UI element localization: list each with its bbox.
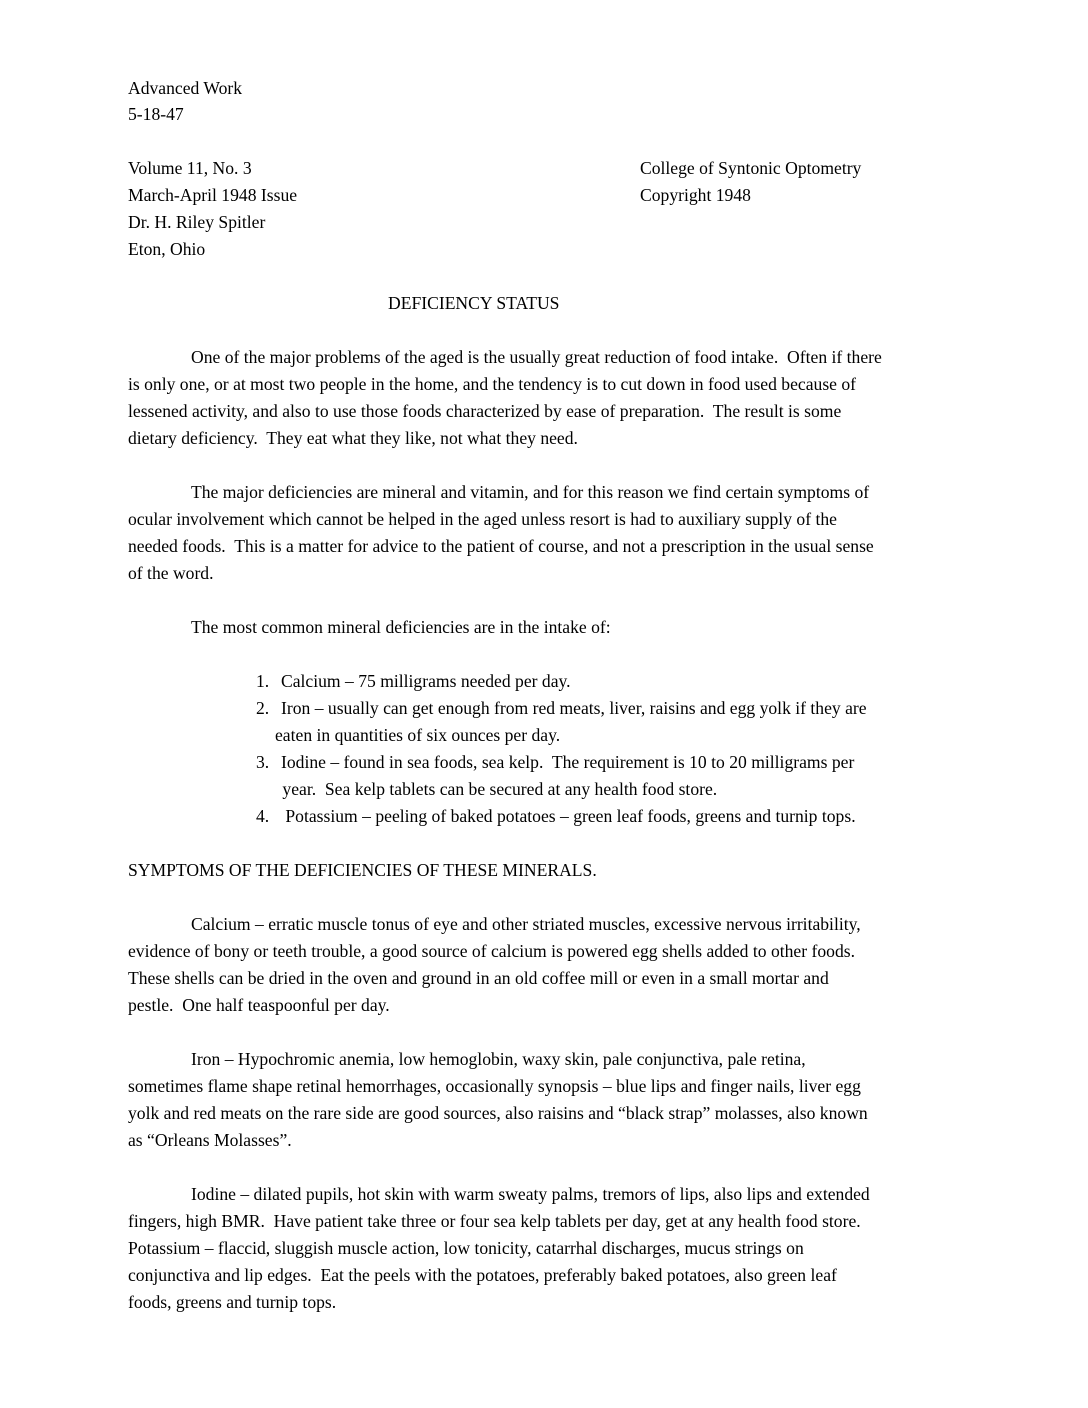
potassium-symptoms-line: Potassium – flaccid, sluggish muscle action, low tonicity, catarrhal discharges, mucus strings on <box>128 1238 804 1258</box>
iodine-symptoms-line: Iodine – dilated pupils, hot skin with warm sweaty palms, tremors of lips, also lips and extended <box>191 1184 870 1204</box>
list-item-iodine-cont: year. Sea kelp tablets can be secured at any health food store. <box>278 779 718 799</box>
iron-symptoms-line: yolk and red meats on the rare side are good sources, also raisins and “black strap” molasses, also known <box>128 1103 868 1123</box>
author-name: Dr. H. Riley Spitler <box>128 212 266 232</box>
iron-symptoms-line: Iron – Hypochromic anemia, low hemoglobin, waxy skin, pale conjunctiva, pale retina, <box>191 1049 806 1069</box>
volume-number: Volume 11, No. 3 <box>128 158 252 178</box>
list-item-iodine: Iodine – found in sea foods, sea kelp. The requirement is 10 to 20 milligrams per <box>281 752 855 772</box>
paragraph-1-line: is only one, or at most two people in the home, and the tendency is to cut down in food used because of <box>128 374 857 394</box>
document-date: 5-18-47 <box>128 104 184 124</box>
calcium-symptoms-line: evidence of bony or teeth trouble, a good source of calcium is powered egg shells added to other foods. <box>128 941 855 961</box>
symptoms-heading: SYMPTOMS OF THE DEFICIENCIES OF THESE MINERALS. <box>128 860 597 880</box>
list-item-iron: Iron – usually can get enough from red meats, liver, raisins and egg yolk if they are <box>281 698 867 718</box>
list-item-iron-cont: eaten in quantities of six ounces per day. <box>275 725 561 745</box>
copyright-notice: Copyright 1948 <box>640 185 751 205</box>
iron-symptoms-line: sometimes flame shape retinal hemorrhages, occasionally synopsis – blue lips and finger nails, liver egg <box>128 1076 861 1096</box>
author-location: Eton, Ohio <box>128 239 206 259</box>
paragraph-2-line: The major deficiencies are mineral and vitamin, and for this reason we find certain symptoms of <box>191 482 870 502</box>
list-number: 3. <box>256 752 270 772</box>
document-title: DEFICIENCY STATUS <box>388 293 560 313</box>
paragraph-2-line: ocular involvement which cannot be helped in the aged unless resort is had to auxiliary supply of the <box>128 509 837 529</box>
list-number: 1. <box>256 671 270 691</box>
paragraph-1-line: One of the major problems of the aged is the usually great reduction of food intake. Often if there <box>191 347 882 367</box>
list-item-potassium: Potassium – peeling of baked potatoes – green leaf foods, greens and turnip tops. <box>281 806 856 826</box>
paragraph-2-line: needed foods. This is a matter for advice to the patient of course, and not a prescription in the usual sense <box>128 536 874 556</box>
iodine-symptoms-line: fingers, high BMR. Have patient take three or four sea kelp tablets per day, get at any health food store. <box>128 1211 861 1231</box>
list-intro: The most common mineral deficiencies are in the intake of: <box>191 617 611 637</box>
calcium-symptoms-line: These shells can be dried in the oven and ground in an old coffee mill or even in a small mortar and <box>128 968 829 988</box>
calcium-symptoms-line: Calcium – erratic muscle tonus of eye and other striated muscles, excessive nervous irritability, <box>191 914 861 934</box>
potassium-symptoms-line: conjunctiva and lip edges. Eat the peels with the potatoes, preferably baked potatoes, also green leaf <box>128 1265 837 1285</box>
iron-symptoms-line: as “Orleans Molasses”. <box>128 1130 292 1150</box>
calcium-symptoms-line: pestle. One half teaspoonful per day. <box>128 995 390 1015</box>
list-number: 2. <box>256 698 270 718</box>
list-item-calcium: Calcium – 75 milligrams needed per day. <box>281 671 571 691</box>
publisher-name: College of Syntonic Optometry <box>640 158 862 178</box>
issue-date: March-April 1948 Issue <box>128 185 298 205</box>
paragraph-1-line: lessened activity, and also to use those foods characterized by ease of preparation. The result is some <box>128 401 842 421</box>
potassium-symptoms-line: foods, greens and turnip tops. <box>128 1292 337 1312</box>
course-label: Advanced Work <box>128 78 243 98</box>
paragraph-2-line: of the word. <box>128 563 214 583</box>
list-number: 4. <box>256 806 270 826</box>
paragraph-1-line: dietary deficiency. They eat what they like, not what they need. <box>128 428 578 448</box>
